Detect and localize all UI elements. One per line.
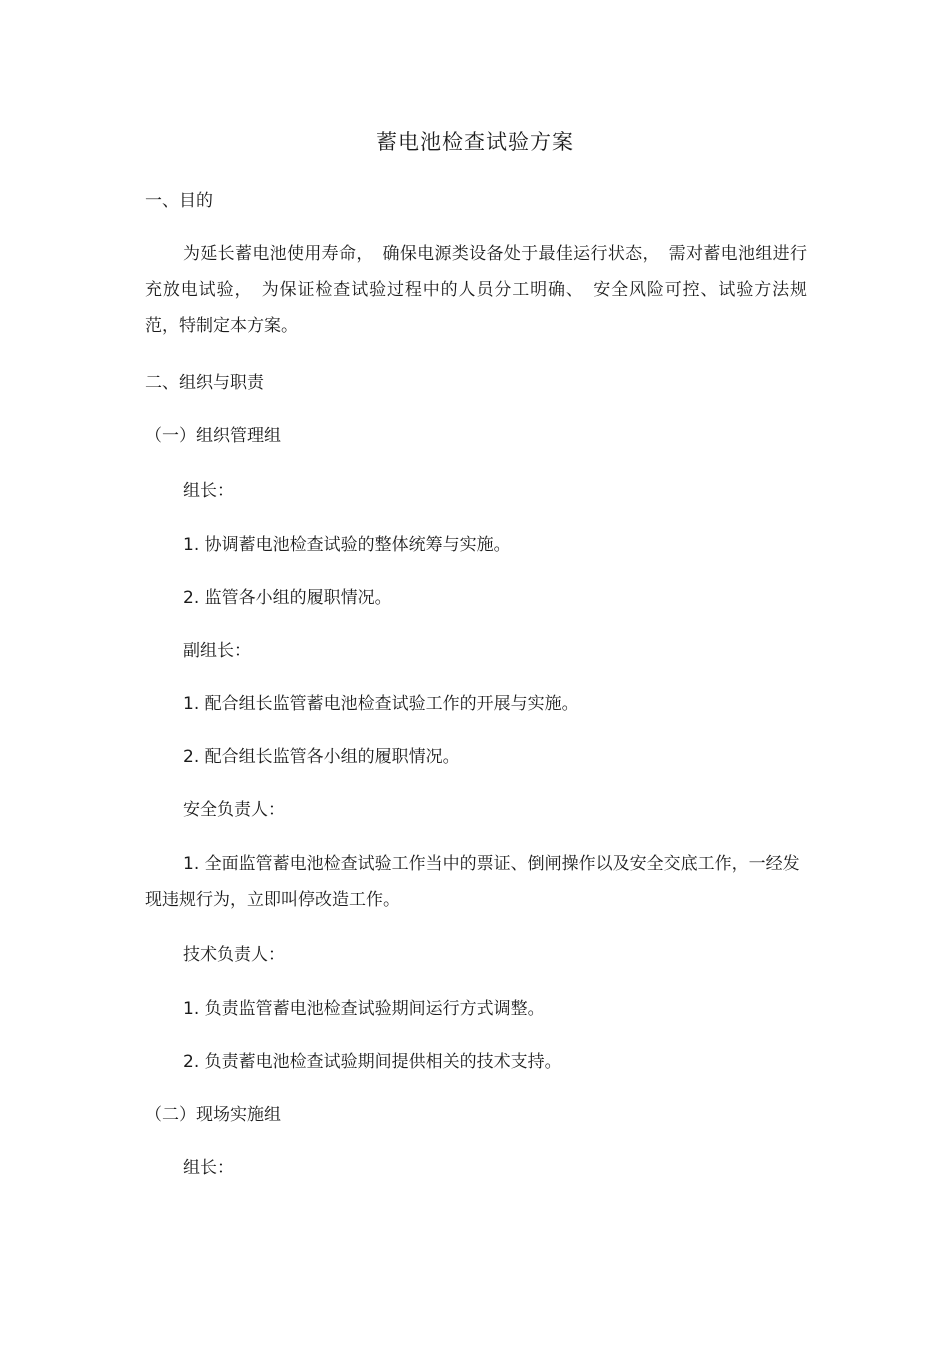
- leader-item-2: 2. 监管各小组的履职情况。: [183, 588, 392, 608]
- section-heading-organization: 二、组织与职责: [145, 373, 264, 393]
- deputy-item-1: 1. 配合组长监管蓄电池检查试验工作的开展与实施。: [183, 694, 579, 714]
- safety-label: 安全负责人：: [183, 800, 285, 820]
- subsection-heading-management: （一）组织管理组: [145, 426, 281, 446]
- tech-item-1: 1. 负责监管蓄电池检查试验期间运行方式调整。: [183, 999, 545, 1019]
- purpose-paragraph: 为延长蓄电池使用寿命， 确保电源类设备处于最佳运行状态， 需对蓄电池组进行充放电试验， 为保证检查试验过程中的人员分工明确、 安全风险可控、试验方法规范，特制定本方案。: [145, 244, 807, 336]
- subsection-heading-onsite: （二）现场实施组: [145, 1105, 281, 1125]
- section-heading-purpose: 一、目的: [145, 191, 213, 211]
- deputy-label: 副组长：: [183, 641, 251, 661]
- tech-item-2: 2. 负责蓄电池检查试验期间提供相关的技术支持。: [183, 1052, 562, 1072]
- deputy-item-2: 2. 配合组长监管各小组的履职情况。: [183, 747, 460, 767]
- safety-item-1: 1. 全面监管蓄电池检查试验工作当中的票证、倒闸操作以及安全交底工作，一经发现违规行为，立即叫停改造工作。: [145, 854, 800, 910]
- tech-label: 技术负责人：: [183, 945, 285, 965]
- document-title: 蓄电池检查试验方案: [376, 130, 574, 154]
- leader-label: 组长：: [183, 481, 234, 501]
- onsite-leader-label: 组长：: [183, 1158, 234, 1178]
- leader-item-1: 1. 协调蓄电池检查试验的整体统筹与实施。: [183, 535, 511, 555]
